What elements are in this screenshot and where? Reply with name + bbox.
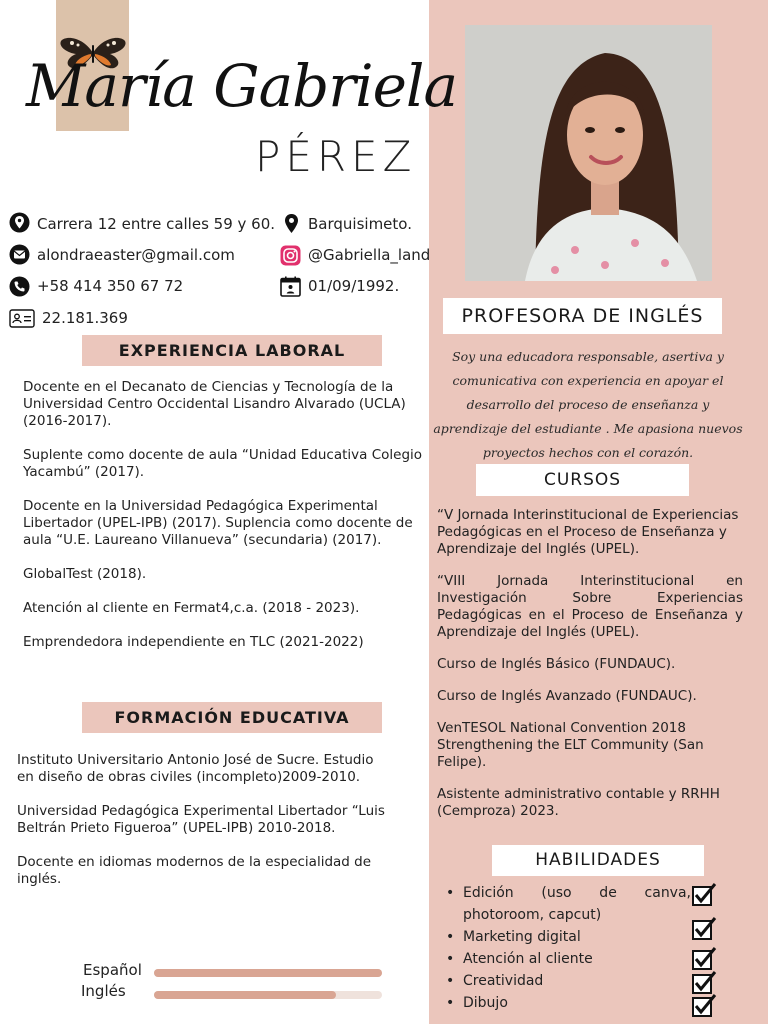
- education-heading: FORMACIÓN EDUCATIVA: [82, 702, 382, 733]
- courses-list: [437, 507, 743, 835]
- language-bar-fill: [154, 969, 382, 977]
- language-bar-english: [154, 991, 382, 999]
- location-marker-icon: [281, 213, 302, 234]
- course-item: Curso de Inglés Básico (FUNDAUC).: [437, 656, 676, 672]
- profile-photo-illustration: [465, 25, 712, 281]
- address: Carrera 12 entre calles 59 y 60.: [37, 215, 276, 233]
- education-item: Docente en idiomas modernos de la especialidad de inglés.: [17, 854, 372, 887]
- city: Barquisimeto.: [308, 215, 412, 233]
- experience-heading: EXPERIENCIA LABORAL: [82, 335, 382, 366]
- course-item: “VIII Jornada Interinstitucional en Investigación Sobre Experiencias Pedagógicas en el Proceso de Enseñanza y Aprendizaje del Inglés (UPEL).: [437, 573, 743, 640]
- profile-summary: Soy una educadora responsable, asertiva y comunicativa con experiencia en apoyar el desarrollo del proceso de enseñanza y aprendizaje del estudiante . Me apasiona nuevos proyectos hechos con el corazón.: [433, 349, 743, 460]
- language-name-spanish: Español: [83, 961, 142, 979]
- calendar-icon: [280, 276, 301, 297]
- language-name-english: Inglés: [81, 982, 126, 1000]
- education-item: Instituto Universitario Antonio José de Sucre. Estudio en diseño de obras civiles (incompleto)2009-2010.: [17, 752, 374, 785]
- checkbox-checked-icon: [691, 916, 717, 942]
- id-card-icon: [9, 308, 35, 329]
- checkbox-checked-icon: [691, 882, 717, 908]
- skills-heading: HABILIDADES: [492, 845, 704, 876]
- instagram-icon: [280, 245, 301, 266]
- first-name: María Gabriela: [26, 52, 458, 120]
- phone[interactable]: +58 414 350 67 72: [37, 277, 184, 295]
- experience-item: Suplente como docente de aula “Unidad Educativa Colegio Yacambú” (2017).: [23, 447, 423, 480]
- language-bar-fill: [154, 991, 336, 999]
- last-name: PÉREZ: [255, 132, 417, 181]
- skill-item: • Creatividad: [441, 970, 691, 992]
- id-number: 22.181.369: [42, 309, 128, 327]
- experience-item: Emprendedora independiente en TLC (2021-2022): [23, 634, 364, 650]
- language-bar-spanish: [154, 969, 382, 977]
- skill-item: • Atención al cliente: [441, 948, 691, 970]
- courses-heading: CURSOS: [476, 464, 689, 496]
- birthdate: 01/09/1992.: [308, 277, 400, 295]
- skill-item: • Edición (uso de canva, photoroom, capcut): [441, 882, 691, 926]
- experience-item: Docente en la Universidad Pedagógica Experimental Libertador (UPEL-IPB) (2017). Suplencia como docente de aula “U.E. Laureano Villanueva” (secundaria) (2017).: [23, 498, 413, 548]
- location-pin-icon: [9, 212, 30, 233]
- checkbox-checked-icon: [691, 946, 717, 972]
- education-item: Universidad Pedagógica Experimental Libertador “Luis Beltrán Prieto Figueroa” (UPEL-IPB) 2010-2018.: [17, 803, 385, 836]
- profile-photo: [465, 25, 712, 281]
- experience-item: Docente en el Decanato de Ciencias y Tecnología de la Universidad Centro Occidental Lisandro Alvarado (UCLA) (2016-2017).: [23, 379, 406, 429]
- skills-list: [441, 882, 691, 1014]
- experience-item: Atención al cliente en Fermat4,c.a. (2018 - 2023).: [23, 600, 360, 616]
- experience-list: [23, 379, 423, 668]
- email[interactable]: alondraeaster@gmail.com: [37, 246, 235, 264]
- course-item: Asistente administrativo contable y RRHH (Cemproza) 2023.: [437, 786, 720, 819]
- experience-item: GlobalTest (2018).: [23, 566, 147, 582]
- course-item: VenTESOL National Convention 2018 Strengthening the ELT Community (San Felipe).: [437, 720, 704, 770]
- course-item: Curso de Inglés Avanzado (FUNDAUC).: [437, 688, 697, 704]
- education-list: [17, 752, 389, 905]
- email-icon: [9, 244, 30, 265]
- skill-item: • Dibujo: [441, 992, 691, 1014]
- instagram-handle[interactable]: @Gabriella_land: [308, 246, 431, 264]
- course-item: “V Jornada Interinstitucional de Experiencias Pedagógicas en el Proceso de Enseñanza y Aprendizaje del Inglés (UPEL).: [437, 507, 739, 557]
- phone-icon: [9, 276, 30, 297]
- job-title: PROFESORA DE INGLÉS: [443, 298, 722, 334]
- checkbox-checked-icon: [691, 993, 717, 1019]
- skill-item: • Marketing digital: [441, 926, 691, 948]
